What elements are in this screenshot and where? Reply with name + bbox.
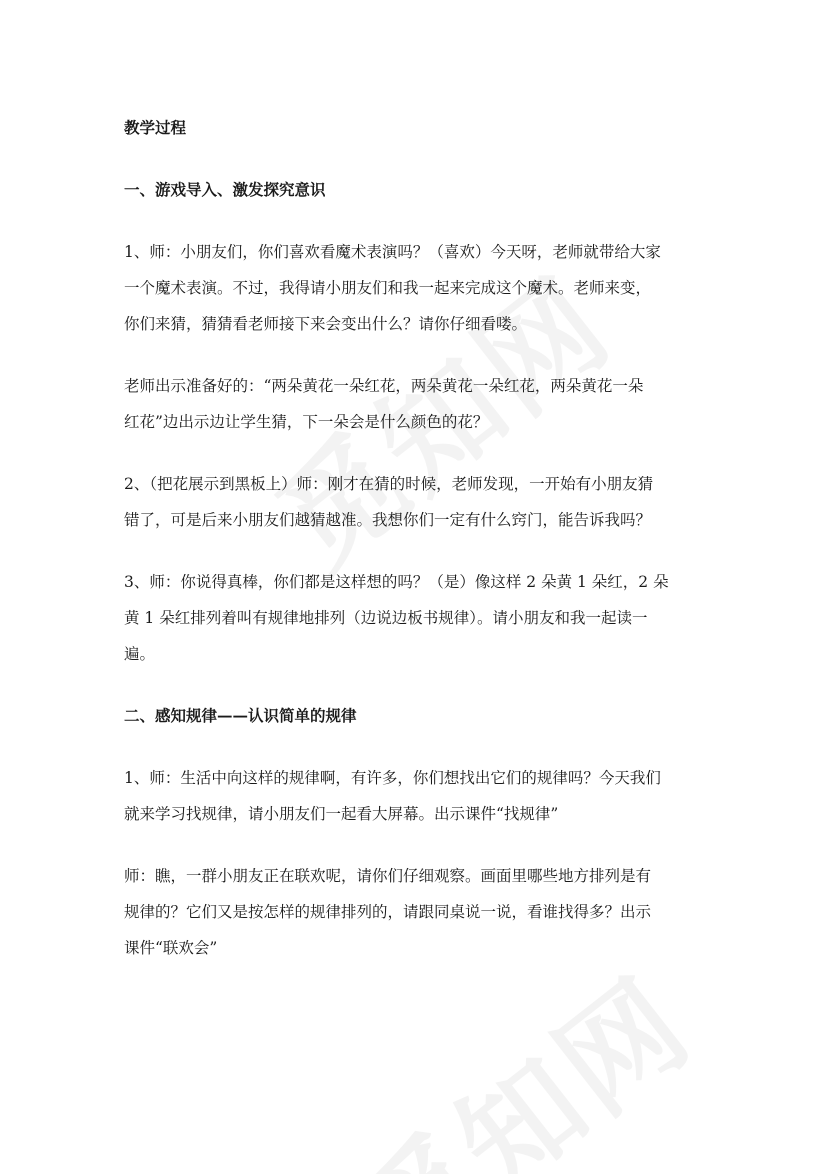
paragraph-line: 规律的？它们又是按怎样的规律排列的，请跟同桌说一说，看谁找得多？出示	[124, 903, 652, 921]
paragraph-line: 3、师：你说得真棒，你们都是这样想的吗？（是）像这样 2 朵黄 1 朵红，2 朵	[124, 573, 669, 591]
paragraph	[124, 368, 714, 440]
section-heading-2: 二、感知规律——认识简单的规律	[124, 706, 357, 725]
document-body	[124, 110, 714, 992]
paragraph	[124, 466, 714, 538]
paragraph-line: 遍。	[124, 645, 156, 663]
paragraph-line: 就来学习找规律，请小朋友们一起看大屏幕。出示课件“找规律”	[124, 805, 559, 823]
paragraph	[124, 564, 714, 672]
document-title: 教学过程	[124, 118, 187, 137]
paragraph-line: 错了，可是后来小朋友们越猜越准。我想你们一定有什么窍门，能告诉我吗？	[124, 511, 652, 529]
paragraph-line: 红花”边出示边让学生猜，下一朵会是什么颜色的花？	[124, 413, 489, 431]
paragraph	[124, 234, 714, 342]
paragraph-line: 老师出示准备好的：“两朵黄花一朵红花，两朵黄花一朵红花，两朵黄花一朵	[124, 377, 644, 395]
paragraph-line: 2、（把花展示到黑板上）师：刚才在猜的时候，老师发现，一开始有小朋友猜	[124, 475, 654, 493]
paragraph	[124, 760, 714, 832]
paragraph-line: 一个魔术表演。不过，我得请小朋友们和我一起来完成这个魔术。老师来变，	[124, 279, 652, 297]
paragraph-line: 1、师：生活中向这样的规律啊，有许多，你们想找出它们的规律吗？今天我们	[124, 769, 661, 787]
paragraph-line: 师：瞧，一群小朋友正在联欢呢，请你们仔细观察。画面里哪些地方排列是有	[124, 867, 652, 885]
paragraph-line: 1、师：小朋友们，你们喜欢看魔术表演吗？（喜欢）今天呀，老师就带给大家	[124, 243, 661, 261]
paragraph-line: 你们来猜，猜猜看老师接下来会变出什么？请你仔细看喽。	[124, 315, 528, 333]
section-heading-1: 一、游戏导入、激发探究意识	[124, 180, 326, 199]
paragraph-line: 课件“联欢会”	[124, 939, 218, 957]
paragraph	[124, 858, 714, 966]
paragraph-line: 黄 1 朵红排列着叫有规律地排列（边说边板书规律）。请小朋友和我一起读一	[124, 609, 648, 627]
